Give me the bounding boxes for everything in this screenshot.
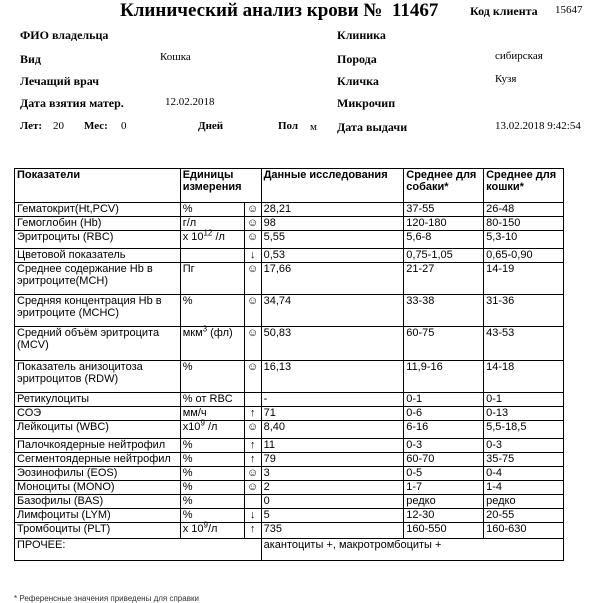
dog-reference: 60-70 [404,453,484,467]
other-value: акантоциты +, макротромбоциты + [261,539,563,561]
unit-text: % [182,203,193,215]
sex-value: м [310,121,317,133]
table-row [15,327,564,361]
cat-reference: редко [484,495,564,509]
unit-cell [180,509,244,523]
result-value: 3 [261,467,404,481]
result-value: 0 [261,495,404,509]
species-label: Вид [20,52,41,66]
table-row [15,203,564,217]
client-code: 15647 [555,4,583,16]
result-value: 2 [261,481,404,495]
dog-reference: 0-1 [404,393,484,407]
unit-cell [180,418,244,439]
result-value: 28,21 [261,203,404,217]
cat-reference: 0-4 [484,467,564,481]
table-row [15,467,564,481]
cat-reference: 26-48 [484,203,564,217]
unit-cell [180,481,244,495]
report-title: Клинический анализ крови № 11467 [120,0,439,21]
unit-cell [180,361,244,393]
unit-text: % [182,439,193,451]
unit-text: x10 [182,421,201,433]
arrow-up-icon: ↑ [244,453,261,467]
unit-cell [180,520,244,539]
arrow-up-icon: ↑ [244,407,261,421]
unit-exponent: 3 [202,324,208,334]
unit-text: % [182,453,193,465]
param-name: Моноциты (MONO) [15,481,181,495]
sample-date: 12.02.2018 [165,96,215,108]
table-row [15,295,564,327]
unit-exponent: 9 [203,520,208,530]
dog-reference: 120-180 [404,217,484,231]
nickname-value: Кузя [495,73,517,85]
status-icon [244,495,261,509]
smiley-icon: ☺ [244,361,261,393]
result-value: 0,53 [261,249,404,263]
unit-cell [180,228,244,249]
table-row [15,263,564,295]
client-code-label: Код клиента [470,4,538,18]
dog-reference: 21-27 [404,263,484,295]
smiley-icon: ☺ [244,421,261,439]
sex-label: Пол [278,120,299,132]
param-name: Средняя концентрация Hb в эритроците (МСНС) [15,295,181,327]
unit-cell [180,439,244,453]
dog-reference: редко [404,495,484,509]
table-row-other [15,539,564,561]
smiley-icon: ☺ [244,203,261,217]
col-header-units: Единицы измерения [180,169,261,203]
result-value: 98 [261,217,404,231]
smiley-icon: ☺ [244,217,261,231]
smiley-icon: ☺ [244,327,261,361]
result-value: 79 [261,453,404,467]
param-name: Лимфоциты (LYM) [15,509,181,523]
dog-reference: 160-550 [404,523,484,539]
months-value: 0 [121,120,127,132]
arrow-up-icon: ↑ [244,523,261,539]
dog-reference: 37-55 [404,203,484,217]
cat-reference: 5,3-10 [484,231,564,249]
unit-cell [180,407,244,421]
unit-suffix: /л [204,421,218,433]
col-header-result: Данные исследования [261,169,404,203]
result-value: 735 [261,523,404,539]
table-row [15,481,564,495]
table-row [15,407,564,421]
cat-reference: 35-75 [484,453,564,467]
smiley-icon: ☺ [244,481,261,495]
years-label: Лет: [20,120,43,132]
unit-exponent: 9 [200,418,205,428]
table-row [15,361,564,393]
unit-text: x 10 [182,231,204,243]
param-name: Эритроциты (RBC) [15,231,181,249]
unit-cell [180,295,244,327]
cat-reference: 14-18 [484,361,564,393]
col-header-cat: Среднее для кошки* [484,169,564,203]
species-value: Кошка [160,51,191,63]
cat-reference: 43-53 [484,327,564,361]
param-name: Гематокрит(Ht,PCV) [15,203,181,217]
dog-reference: 60-75 [404,327,484,361]
owner-label: ФИО владельца [20,28,109,42]
breed-label: Порода [337,52,377,66]
cat-reference: 31-36 [484,295,564,327]
result-value: 8,40 [261,421,404,439]
breed-value: сибирская [495,50,543,62]
unit-cell [180,453,244,467]
table-row [15,453,564,467]
days-label: Дней [198,120,224,132]
smiley-icon: ☺ [244,231,261,249]
result-value: 71 [261,407,404,421]
table-row [15,393,564,407]
cat-reference: 160-630 [484,523,564,539]
unit-text: мкм [182,327,203,339]
dog-reference: 0,75-1,05 [404,249,484,263]
table-row [15,439,564,453]
doctor-label: Лечащий врач [20,74,100,88]
dog-reference: 6-16 [404,421,484,439]
table-row [15,421,564,439]
unit-suffix: /л [207,523,218,535]
cat-reference: 0,65-0,90 [484,249,564,263]
param-name: Тромбоциты (PLT) [15,523,181,539]
result-value: 50,83 [261,327,404,361]
param-name: Ретикулоциты [15,393,181,407]
param-name: Среднее содержание Hb в эритроците(МСН) [15,263,181,295]
cat-reference: 80-150 [484,217,564,231]
cat-reference: 0-13 [484,407,564,421]
dog-reference: 0-5 [404,467,484,481]
other-label: ПРОЧЕЕ: [15,539,262,561]
unit-text: % от RBC [182,393,233,405]
unit-text: x 10 [182,523,204,535]
status-icon [244,393,261,407]
dog-reference: 1-7 [404,481,484,495]
result-value: 5,55 [261,231,404,249]
report-number: 11467 [391,0,439,21]
table-row [15,231,564,249]
cat-reference: 14-19 [484,263,564,295]
unit-cell [180,263,244,295]
unit-text: % [182,495,193,507]
unit-text: % [182,295,193,307]
issue-date: 13.02.2018 9:42:54 [495,120,581,132]
dog-reference: 33-38 [404,295,484,327]
sample-date-label: Дата взятия матер. [20,96,124,110]
table-row [15,249,564,263]
unit-suffix: /л [212,231,225,243]
cat-reference: 0-3 [484,439,564,453]
result-value: - [261,393,404,407]
table-row [15,523,564,539]
unit-text: г/л [182,217,197,229]
param-name: Эозинофилы (EOS) [15,467,181,481]
footnote: * Референсные значения приведены для справки [14,594,199,603]
unit-cell [180,467,244,481]
issue-date-label: Дата выдачи [337,120,408,134]
unit-cell [180,324,244,361]
unit-text: % [182,467,193,479]
dog-reference: 5,6-8 [404,231,484,249]
param-name: СОЭ [15,407,181,421]
param-name: Показатель анизоцитоза эритроцитов (RDW) [15,361,181,393]
clinic-label: Клиника [337,28,386,42]
result-value: 16,13 [261,361,404,393]
unit-cell [180,203,244,217]
unit-text: Пг [182,263,195,275]
col-header-param: Показатели [15,169,181,203]
dog-reference: 11,9-16 [404,361,484,393]
param-name: Базофилы (BAS) [15,495,181,509]
unit-exponent: 12 [203,228,213,238]
unit-text: мм/ч [182,407,207,419]
arrow-up-icon: ↑ [244,439,261,453]
param-name: Средний объём эритроцита (MCV) [15,327,181,361]
result-value: 34,74 [261,295,404,327]
unit-cell [180,495,244,509]
unit-text: % [182,509,193,521]
results-table [14,168,564,561]
dog-reference: 12-30 [404,509,484,523]
result-value: 11 [261,439,404,453]
dog-reference: 0-6 [404,407,484,421]
col-header-dog: Среднее для собаки* [404,169,484,203]
table-row [15,495,564,509]
result-value: 17,66 [261,263,404,295]
dog-reference: 0-3 [404,439,484,453]
arrow-down-icon: ↓ [244,509,261,523]
smiley-icon: ☺ [244,263,261,295]
unit-suffix: (фл) [207,327,233,339]
param-name: Цветовой показатель [15,249,181,263]
param-name: Палочкоядерные нейтрофил [15,439,181,453]
smiley-icon: ☺ [244,295,261,327]
nickname-label: Кличка [337,74,379,88]
unit-cell [180,249,244,263]
table-header-row [15,169,564,203]
unit-text: % [182,361,193,373]
result-value: 5 [261,509,404,523]
microchip-label: Микрочип [337,96,396,110]
param-name: Лейкоциты (WBC) [15,421,181,439]
unit-cell [180,393,244,407]
table-row [15,509,564,523]
cat-reference: 0-1 [484,393,564,407]
param-name: Сегментоядерные нейтрофил [15,453,181,467]
arrow-down-icon: ↓ [244,249,261,263]
smiley-icon: ☺ [244,467,261,481]
unit-text: % [182,481,193,493]
cat-reference: 1-4 [484,481,564,495]
years-value: 20 [53,120,64,132]
table-row [15,217,564,231]
months-label: Мес: [84,120,108,132]
cat-reference: 5,5-18,5 [484,421,564,439]
cat-reference: 20-55 [484,509,564,523]
param-name: Гемоглобин (Hb) [15,217,181,231]
